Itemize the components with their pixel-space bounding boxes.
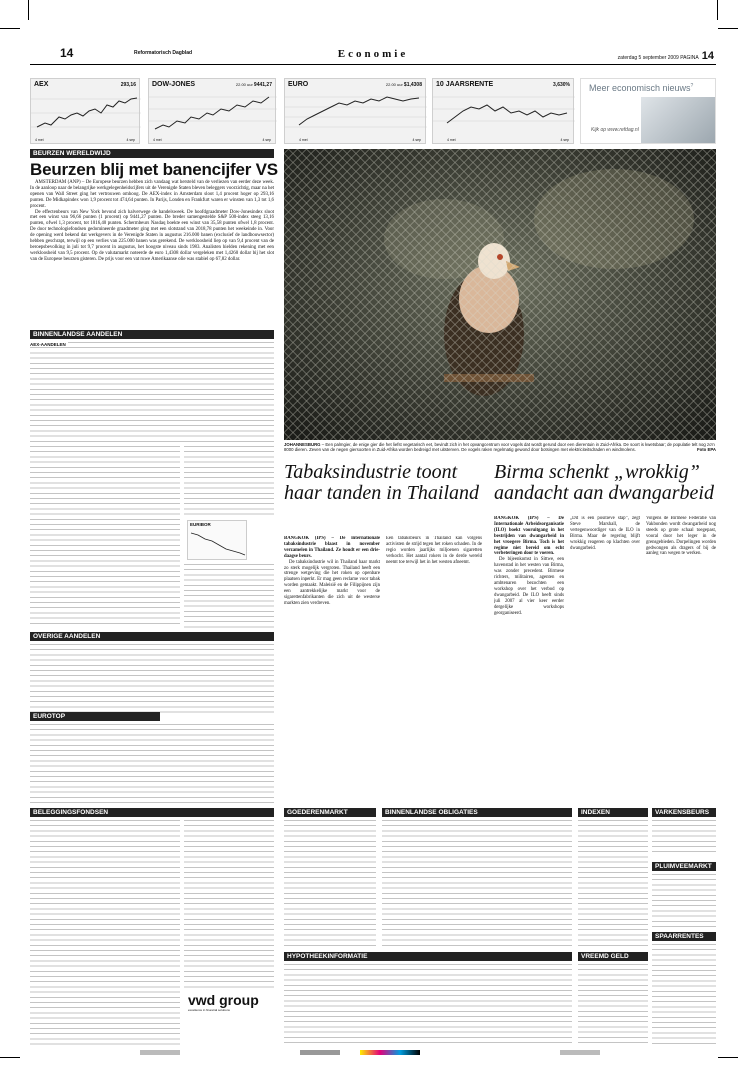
market-value: 22.00 uur 9441,27 xyxy=(235,82,272,88)
market-line-chart xyxy=(31,89,141,135)
market-line-chart xyxy=(433,89,575,135)
fund-table-right xyxy=(184,820,274,988)
tick-label: 4 mei xyxy=(299,138,308,142)
market-name: DOW-JONES xyxy=(152,81,196,88)
story-body-thailand: BANGKOK (IPS) – De internationale tabaksindustrie blaast in november verzamelen in Thailand. Ze houdt er een drie-daagse beurs. De tabaksindustrie wil in Thailand haar markt zo sterk mogelijk vergroten. Thailand heeft een strenge wetgeving die het roken op openbare plaatsen inperkt. Er mag geen reclame voor tabak worden gemaakt. Maleisië en de Filippijnen zijn een aantrekkelijke markt voor de sigarettenfabrikanten die zich uit de westerse markten zien verdreven. xyxy=(284,536,380,606)
market-name: EURO xyxy=(288,81,309,88)
paragraph: De tabaksindustrie wil in Thailand haar markt zo sterk mogelijk vergroten. Thailand heeft een strenge wetgeving die het roken op openbare plaatsen inperkt. Er mag geen reclame voor tabak worden gemaakt. Maleisië en de Filippijnen zijn een aantrekkelijke markt voor de sigarettenfabrikanten die zich uit de westerse markten zien verdreven. xyxy=(284,559,380,606)
poultry-table xyxy=(652,874,716,928)
pig-market-table xyxy=(652,820,716,856)
paragraph: De bijeenkomst in Sittwe, een havenstad in het westen van Birma, was zonder precedent. Birmese richters, militairen, agenten en ambtenaren bezochten een workshop over het verbod op dwangarbeid. De ILO heeft sinds juli 2007 al vier keer eerder dergelijke workshops georganiseerd. xyxy=(494,557,564,616)
story-body-thailand-col2 xyxy=(386,536,482,804)
section-bar: GOEDERENMARKT xyxy=(284,808,376,817)
market-line-chart xyxy=(285,89,427,135)
crop-mark xyxy=(718,1057,738,1058)
savings-table xyxy=(652,944,716,1046)
paragraph: AMSTERDAM (ANP) – De Europese beurzen hebben zich vandaag wat hersteld van de verliezen van eerder deze week. In de aanloop naar de belangrijke werkgelegenheidscijfers uit de Verenigde Staten bleven beleggers voorzichtig, maar na het openen van Wall Street ging het vertrouwen omhoog. De AEX-index in Amsterdam sloot 1,4 procent hoger op 293,16 punten. De Midkapindex won 1,9 procent tot 474,64 punten. In Parijs, Londen en Frankfurt waren er winsten van 1,3 tot 1,6 procent. xyxy=(30,180,274,209)
market-name: 10 JAARSRENTE xyxy=(436,81,494,88)
vulture-photo xyxy=(284,149,716,440)
registration-bar xyxy=(560,1050,600,1055)
paragraph: „Dit is een positieve stap”, zegt Steve Marshall, de vertegenwoordiger van de ILO in Birma. Maar de regering blijft wrokkig reageren op klachten over dwangarbeid. xyxy=(570,516,640,551)
euribor-chart xyxy=(187,520,247,560)
crop-mark xyxy=(718,28,738,29)
crop-mark xyxy=(28,0,29,20)
vwd-logo: vwd group excellence in financial solutions xyxy=(188,992,259,1012)
table-subheading: AEX-AANDELEN xyxy=(30,342,66,347)
story-body-birma-col2 xyxy=(570,516,640,804)
section-title: Economie xyxy=(337,48,409,60)
lead-body xyxy=(30,180,274,263)
masthead xyxy=(30,48,716,62)
advert-url[interactable]: Kijk op www.refdag.nl xyxy=(591,127,639,133)
bond-table xyxy=(382,820,572,950)
stock-table-aex xyxy=(30,342,274,442)
currency-table xyxy=(578,964,648,1046)
stock-table-more xyxy=(30,644,274,714)
tick-label: 4 mei xyxy=(153,138,162,142)
lead-headline: Beurzen blij met banencijfer VS xyxy=(30,160,278,179)
tick-label: 4 sep xyxy=(126,138,135,142)
crop-mark xyxy=(0,1057,20,1058)
story-headline-thailand: Tabaksindustrie toont haar tanden in Thailand xyxy=(284,461,480,504)
fund-table xyxy=(30,820,180,1046)
market-name: AEX xyxy=(34,81,49,88)
story-body-birma-col3 xyxy=(646,516,716,804)
market-line-chart xyxy=(149,89,277,135)
commodity-table xyxy=(284,820,376,950)
stock-table-overige-bottom xyxy=(184,564,274,628)
market-panel-dow xyxy=(148,78,276,144)
photo-credit: Foto EPA xyxy=(696,447,716,453)
paper-name: Reformatorisch Dagblad xyxy=(134,50,193,56)
registration-bar xyxy=(300,1050,340,1055)
tick-label: 4 sep xyxy=(262,138,271,142)
section-bar: HYPOTHEEKINFORMATIE xyxy=(284,952,572,961)
market-panel-rente xyxy=(432,78,574,144)
paragraph: Een tabaksbeurs in Thailand kan volgens activisten de strijd tegen het roken schaden. In de regio worden jaarlijks miljoenen sigaretten verkocht. Het aantal rokers in de derde wereld neemt toe terwijl het in het westen afneemt. xyxy=(386,536,482,565)
tick-label: 4 sep xyxy=(412,138,421,142)
mortgage-table xyxy=(284,964,572,1046)
market-value: 3,630% xyxy=(553,82,570,88)
advert-photo xyxy=(641,97,716,144)
crop-mark xyxy=(0,28,20,29)
edition-date: zaterdag 5 september 2009 PAGINA 14 xyxy=(617,50,714,62)
section-bar: VREEMD GELD xyxy=(578,952,648,961)
chart-title: EURIBOR xyxy=(190,522,211,527)
page-number-left: 14 xyxy=(60,46,74,60)
advert-title: Meer economisch nieuws? xyxy=(589,83,694,93)
registration-bar xyxy=(140,1050,180,1055)
stock-table-overige xyxy=(30,446,180,628)
market-panel-euro xyxy=(284,78,426,144)
index-table xyxy=(578,820,648,950)
section-bar: BINNENLANDSE AANDELEN xyxy=(30,330,274,339)
section-bar: BELEGGINGSFONDSEN xyxy=(30,808,274,817)
crop-mark xyxy=(717,0,718,20)
eurotop-table xyxy=(30,724,274,804)
section-bar: INDEXEN xyxy=(578,808,648,817)
tick-label: 4 mei xyxy=(35,138,44,142)
photo-caption: JOHANNESBURG – Een palmgier, de enige gier die het liefst vegetarisch eet, bevindt zich in het opvangcentrum voor vogels dat wordt gerund door een dierentuin in Zuid-Afrika. De soort is kwetsbaar; de populatie telt nog zo'n 8000 dieren. Zeven van de negen giersoorten in Zuid-Afrika worden bedreigd met uitsterven. De vogels raken regelmatig gewond door botsingen met elektriciteitsdraden en windmolens. Foto EPA xyxy=(284,442,716,453)
section-bar: BINNENLANDSE OBLIGATIES xyxy=(382,808,572,817)
market-value: 293,16 xyxy=(120,82,136,88)
section-bar: OVERIGE AANDELEN xyxy=(30,632,274,641)
paragraph: De effectenbeurs van New York bevond zich halverwege de handelsweek. De hoofdgraadmeter Dow-Jonesindex sloot met een winst van 96,66 punten (1 procent) op 9441,27 punten. De breder samengestelde S&P 500-index steeg 13,16 punten, ofwel 1,3 procent, tot 1016,40 punten. Schermbeurs Nasdaq boekte een winst van 35,58 punten ofwel 1,8 procent. De door technologiefondsen gedomineerde graadmeter ging met een slotstand van 2018,78 punten het weekeinde in. Voor de opening werd bekend dat werkgevers in de Verenigde Staten in augustus 216.000 banen (exclusief de landbouwsector) hebben geschrapt, terwijl op een verlies van 225.000 banen was gerekend. De werkloosheid liep op van 9,4 procent van de beroepsbevolking in juli tot 9,7 procent in augustus, het hoogste niveau sinds 1983. Analisten hielden rekening met een werkloosheid van 9,5 procent. Op de valutamarkt noteerde de euro 1,4308 dollar vergeleken met 1,4260 dollar bij het slot van de Europese beurzen gisteren. De prijs voor een vat ruwe Amerikaanse olie was stabiel op 67,82 dollar. xyxy=(30,209,274,262)
masthead-rule xyxy=(30,64,716,65)
section-bar: PLUIMVEEMARKT xyxy=(652,862,716,871)
tick-label: 4 mei xyxy=(447,138,456,142)
section-bar: SPAARRENTES xyxy=(652,932,716,941)
advert-box[interactable] xyxy=(580,78,716,144)
market-panel-aex xyxy=(30,78,140,144)
story-body-birma: BANGKOK (IPS) – De Internationale Arbeidsorganisatie (ILO) boekt vooruitgang in het bestrijden van dwangarbeid in het vroegere Birma. Toch is het regime niet bereid om echt verbeteringen door te voeren. De bijeenkomst in Sittwe, een havenstad in het westen van Birma, was zonder precedent. Birmese richters, militairen, agenten en ambtenaren bezochten een workshop over het verbod op dwangarbeid. De ILO heeft sinds juli 2007 al vier keer eerder dergelijke workshops georganiseerd. xyxy=(494,516,564,616)
euribor-line xyxy=(188,521,248,561)
lead-kicker: BEURZEN WERELDWIJD xyxy=(30,149,274,158)
stock-table-overige-right xyxy=(184,446,274,516)
paragraph: Volgens de Birmese Federatie van Vakbonden wordt dwangarbeid nog steeds op grote schaal toegepast, vooral door het leger in de grensgebieden. Dorpelingen worden gedwongen als dragers of bij de aanleg van wegen te werken. xyxy=(646,516,716,557)
tick-label: 4 sep xyxy=(560,138,569,142)
registration-bar xyxy=(360,1050,420,1055)
section-bar: EUROTOP xyxy=(30,712,160,721)
market-value: 22.00 uur $1,4308 xyxy=(385,82,422,88)
story-headline-birma: Birma schenkt „wrokkig” aandacht aan dwangarbeid xyxy=(494,461,714,504)
photo-illustration xyxy=(284,149,716,440)
section-bar: VARKENSBEURS xyxy=(652,808,716,817)
